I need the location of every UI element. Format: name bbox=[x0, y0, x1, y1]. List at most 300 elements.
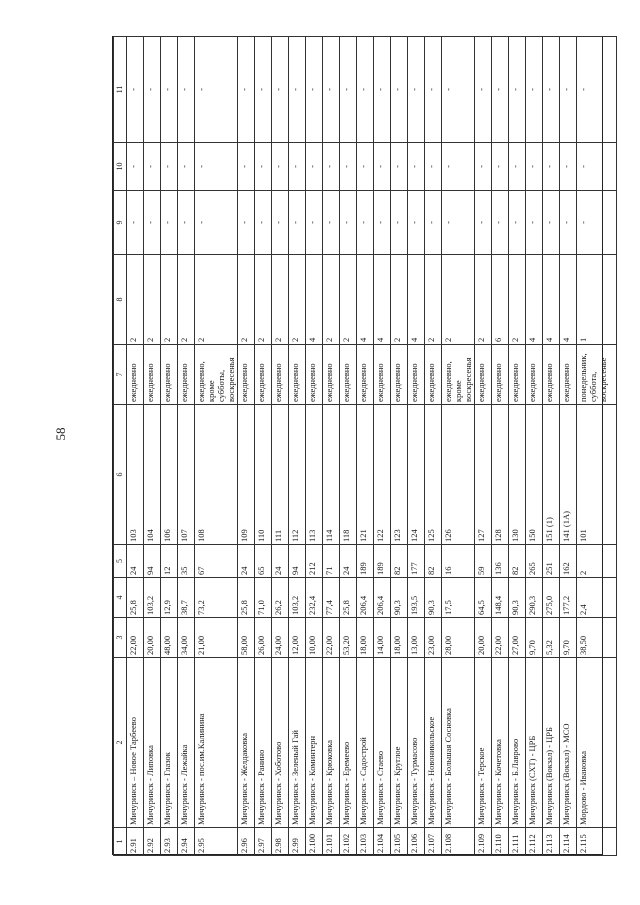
table-row bbox=[127, 37, 144, 856]
route-name: Мичуринск - Липовка bbox=[144, 658, 161, 828]
vehicle-count: 4 bbox=[408, 255, 425, 345]
route-name: Мичуринск - Садострой bbox=[357, 658, 374, 828]
route-code: 150 bbox=[526, 405, 543, 545]
row-number: 2.98 bbox=[272, 828, 289, 856]
vehicle-count: 1 bbox=[577, 255, 617, 345]
route-code: 104 bbox=[144, 405, 161, 545]
route-length: 9,70 bbox=[560, 618, 577, 658]
page-number: 58 bbox=[53, 427, 68, 441]
schedule-days: ежедневно bbox=[340, 345, 357, 405]
annual-runs: 206,4 bbox=[374, 578, 391, 618]
route-code: 112 bbox=[289, 405, 306, 545]
annual-distance: 24 bbox=[272, 545, 289, 578]
schedule-days: ежедневно bbox=[127, 345, 144, 405]
table-row bbox=[391, 37, 408, 856]
vehicle-count: 4 bbox=[526, 255, 543, 345]
schedule-days: ежедневно bbox=[526, 345, 543, 405]
column-header: 9 bbox=[114, 191, 127, 255]
vehicle-count: 2 bbox=[442, 255, 475, 345]
schedule-days: ежедневно, кроме субботы, воскресенья bbox=[195, 345, 238, 405]
table-header-row bbox=[114, 37, 127, 856]
route-length: 27,00 bbox=[509, 618, 526, 658]
column-9-value: - bbox=[238, 191, 255, 255]
column-11-value: - bbox=[543, 37, 560, 143]
route-length: 9,70 bbox=[526, 618, 543, 658]
annual-runs: 193,5 bbox=[408, 578, 425, 618]
column-10-value: - bbox=[306, 143, 323, 191]
annual-distance: 24 bbox=[127, 545, 144, 578]
vehicle-count: 4 bbox=[560, 255, 577, 345]
table-row bbox=[289, 37, 306, 856]
schedule-days: ежедневно bbox=[543, 345, 560, 405]
column-9-value: - bbox=[306, 191, 323, 255]
column-9-value: - bbox=[323, 191, 340, 255]
schedule-days: ежедневно bbox=[238, 345, 255, 405]
route-length: 24,00 bbox=[272, 618, 289, 658]
column-11-value: - bbox=[509, 37, 526, 143]
vehicle-count: 2 bbox=[195, 255, 238, 345]
annual-runs: 290,3 bbox=[526, 578, 543, 618]
route-code: 130 bbox=[509, 405, 526, 545]
row-number: 2.100 bbox=[306, 828, 323, 856]
table-row bbox=[509, 37, 526, 856]
route-name: Мичуринск - Большая Сосновка bbox=[442, 658, 475, 828]
column-10-value: - bbox=[526, 143, 543, 191]
column-header: 10 bbox=[114, 143, 127, 191]
column-10-value: - bbox=[272, 143, 289, 191]
column-11-value: - bbox=[442, 37, 475, 143]
table-row bbox=[475, 37, 492, 856]
annual-distance: 35 bbox=[178, 545, 195, 578]
column-header: 6 bbox=[114, 405, 127, 545]
row-number: 2.101 bbox=[323, 828, 340, 856]
vehicle-count: 4 bbox=[306, 255, 323, 345]
route-code: 127 bbox=[475, 405, 492, 545]
row-number: 2.91 bbox=[127, 828, 144, 856]
schedule-days: ежедневно bbox=[178, 345, 195, 405]
schedule-days: понедельник, суббота, воскресенье bbox=[577, 345, 617, 405]
vehicle-count: 4 bbox=[374, 255, 391, 345]
annual-distance: 94 bbox=[144, 545, 161, 578]
table-row bbox=[543, 37, 560, 856]
annual-runs: 103,2 bbox=[144, 578, 161, 618]
row-number: 2.115 bbox=[577, 828, 617, 856]
column-10-value: - bbox=[255, 143, 272, 191]
column-11-value: - bbox=[357, 37, 374, 143]
column-9-value: - bbox=[509, 191, 526, 255]
column-10-value: - bbox=[374, 143, 391, 191]
column-10-value: - bbox=[127, 143, 144, 191]
column-9-value: - bbox=[391, 191, 408, 255]
schedule-days: ежедневно bbox=[408, 345, 425, 405]
route-code: 101 bbox=[577, 405, 617, 545]
column-9-value: - bbox=[492, 191, 509, 255]
route-code: 106 bbox=[161, 405, 178, 545]
route-length: 12,00 bbox=[289, 618, 306, 658]
annual-distance: 212 bbox=[306, 545, 323, 578]
route-length: 23,00 bbox=[425, 618, 442, 658]
vehicle-count: 4 bbox=[357, 255, 374, 345]
route-name: Мичуринск - Желдаковка bbox=[238, 658, 255, 828]
route-name: Мичуринск - Хоботово bbox=[272, 658, 289, 828]
column-11-value: - bbox=[492, 37, 509, 143]
route-length: 18,00 bbox=[357, 618, 374, 658]
table-row bbox=[195, 37, 238, 856]
table-row bbox=[425, 37, 442, 856]
annual-distance: 265 bbox=[526, 545, 543, 578]
column-11-value: - bbox=[306, 37, 323, 143]
annual-distance: 189 bbox=[374, 545, 391, 578]
table-row bbox=[374, 37, 391, 856]
table-row bbox=[492, 37, 509, 856]
route-name: Мичуринск - Коминтерн bbox=[306, 658, 323, 828]
schedule-days: ежедневно bbox=[161, 345, 178, 405]
route-length: 10,00 bbox=[306, 618, 323, 658]
route-name: Мичуринск - Турмасово bbox=[408, 658, 425, 828]
annual-runs: 64,5 bbox=[475, 578, 492, 618]
annual-runs: 25,8 bbox=[340, 578, 357, 618]
table-row bbox=[178, 37, 195, 856]
column-10-value: - bbox=[442, 143, 475, 191]
vehicle-count: 4 bbox=[543, 255, 560, 345]
table-row bbox=[560, 37, 577, 856]
column-10-value: - bbox=[161, 143, 178, 191]
row-number: 2.95 bbox=[195, 828, 238, 856]
route-code: 118 bbox=[340, 405, 357, 545]
route-name: Мичуринск - Еремеево bbox=[340, 658, 357, 828]
schedule-days: ежедневно bbox=[492, 345, 509, 405]
route-length: 13,00 bbox=[408, 618, 425, 658]
schedule-days: ежедневно bbox=[560, 345, 577, 405]
annual-runs: 275,0 bbox=[543, 578, 560, 618]
column-10-value: - bbox=[475, 143, 492, 191]
route-code: 113 bbox=[306, 405, 323, 545]
route-code: 110 bbox=[255, 405, 272, 545]
table-row bbox=[161, 37, 178, 856]
column-11-value: - bbox=[178, 37, 195, 143]
annual-runs: 12,9 bbox=[161, 578, 178, 618]
rotated-table-container bbox=[113, 37, 608, 856]
route-length: 21,00 bbox=[195, 618, 238, 658]
column-9-value: - bbox=[195, 191, 238, 255]
schedule-days: ежедневно, кроме воскресенья bbox=[442, 345, 475, 405]
row-number: 2.106 bbox=[408, 828, 425, 856]
route-name: Мичуринск – Новое Тарбеево bbox=[127, 658, 144, 828]
annual-runs: 90,3 bbox=[391, 578, 408, 618]
vehicle-count: 2 bbox=[340, 255, 357, 345]
column-11-value: - bbox=[323, 37, 340, 143]
route-name: Мичуринск - Крюковка bbox=[323, 658, 340, 828]
route-code: 114 bbox=[323, 405, 340, 545]
column-11-value: - bbox=[560, 37, 577, 143]
column-10-value: - bbox=[340, 143, 357, 191]
annual-distance: 24 bbox=[340, 545, 357, 578]
table-row bbox=[238, 37, 255, 856]
schedule-days: ежедневно bbox=[306, 345, 323, 405]
route-name: Мичуринск - Кочетовка bbox=[492, 658, 509, 828]
column-header: 4 bbox=[114, 578, 127, 618]
row-number: 2.92 bbox=[144, 828, 161, 856]
column-11-value: - bbox=[195, 37, 238, 143]
vehicle-count: 2 bbox=[255, 255, 272, 345]
route-code: 151 (1) bbox=[543, 405, 560, 545]
annual-runs: 25,8 bbox=[238, 578, 255, 618]
column-9-value: - bbox=[408, 191, 425, 255]
column-11-value: - bbox=[374, 37, 391, 143]
route-name: Мичуринск - Ранино bbox=[255, 658, 272, 828]
schedule-days: ежедневно bbox=[374, 345, 391, 405]
route-name: Мичуринск (Вокзал) - ЦРБ bbox=[543, 658, 560, 828]
annual-runs: 2,4 bbox=[577, 578, 617, 618]
row-number: 2.111 bbox=[509, 828, 526, 856]
annual-runs: 206,4 bbox=[357, 578, 374, 618]
row-number: 2.97 bbox=[255, 828, 272, 856]
row-number: 2.96 bbox=[238, 828, 255, 856]
annual-distance: 2 bbox=[577, 545, 617, 578]
annual-distance: 177 bbox=[408, 545, 425, 578]
route-code: 141 (1А) bbox=[560, 405, 577, 545]
table-row bbox=[357, 37, 374, 856]
table-row bbox=[340, 37, 357, 856]
route-code: 107 bbox=[178, 405, 195, 545]
vehicle-count: 2 bbox=[425, 255, 442, 345]
column-9-value: - bbox=[374, 191, 391, 255]
column-10-value: - bbox=[195, 143, 238, 191]
column-header: 7 bbox=[114, 345, 127, 405]
route-code: 103 bbox=[127, 405, 144, 545]
column-11-value: - bbox=[475, 37, 492, 143]
column-10-value: - bbox=[357, 143, 374, 191]
annual-runs: 177,2 bbox=[560, 578, 577, 618]
row-number: 2.105 bbox=[391, 828, 408, 856]
row-number: 2.93 bbox=[161, 828, 178, 856]
row-number: 2.113 bbox=[543, 828, 560, 856]
column-9-value: - bbox=[425, 191, 442, 255]
column-11-value: - bbox=[408, 37, 425, 143]
vehicle-count: 2 bbox=[161, 255, 178, 345]
column-10-value: - bbox=[178, 143, 195, 191]
column-10-value: - bbox=[577, 143, 617, 191]
route-length: 22,00 bbox=[492, 618, 509, 658]
vehicle-count: 2 bbox=[127, 255, 144, 345]
column-11-value: - bbox=[577, 37, 617, 143]
column-10-value: - bbox=[289, 143, 306, 191]
annual-distance: 59 bbox=[475, 545, 492, 578]
schedule-days: ежедневно bbox=[272, 345, 289, 405]
column-10-value: - bbox=[425, 143, 442, 191]
row-number: 2.114 bbox=[560, 828, 577, 856]
route-length: 5,32 bbox=[543, 618, 560, 658]
row-number: 2.109 bbox=[475, 828, 492, 856]
schedule-days: ежедневно bbox=[323, 345, 340, 405]
column-9-value: - bbox=[255, 191, 272, 255]
route-name: Мичуринск - Терское bbox=[475, 658, 492, 828]
schedule-days: ежедневно bbox=[509, 345, 526, 405]
annual-distance: 71 bbox=[323, 545, 340, 578]
column-9-value: - bbox=[178, 191, 195, 255]
table-row bbox=[323, 37, 340, 856]
route-schedule-table bbox=[113, 36, 617, 856]
column-header: 2 bbox=[114, 658, 127, 828]
route-name: Мордово - Ивановка bbox=[577, 658, 617, 828]
column-11-value: - bbox=[289, 37, 306, 143]
column-9-value: - bbox=[560, 191, 577, 255]
column-11-value: - bbox=[144, 37, 161, 143]
schedule-days: ежедневно bbox=[391, 345, 408, 405]
annual-runs: 232,4 bbox=[306, 578, 323, 618]
route-code: 121 bbox=[357, 405, 374, 545]
annual-runs: 25,8 bbox=[127, 578, 144, 618]
route-length: 18,00 bbox=[391, 618, 408, 658]
route-name: Мичуринск - Б.Лаврово bbox=[509, 658, 526, 828]
column-11-value: - bbox=[255, 37, 272, 143]
annual-runs: 103,2 bbox=[289, 578, 306, 618]
table-row bbox=[526, 37, 543, 856]
column-10-value: - bbox=[391, 143, 408, 191]
column-9-value: - bbox=[127, 191, 144, 255]
column-9-value: - bbox=[577, 191, 617, 255]
annual-runs: 17,5 bbox=[442, 578, 475, 618]
column-header: 5 bbox=[114, 545, 127, 578]
column-9-value: - bbox=[357, 191, 374, 255]
schedule-days: ежедневно bbox=[289, 345, 306, 405]
route-name: Мичуринск - Новоникольское bbox=[425, 658, 442, 828]
column-11-value: - bbox=[161, 37, 178, 143]
column-11-value: - bbox=[391, 37, 408, 143]
route-name: Мичуринск - Стаево bbox=[374, 658, 391, 828]
column-10-value: - bbox=[238, 143, 255, 191]
route-length: 22,00 bbox=[323, 618, 340, 658]
vehicle-count: 2 bbox=[289, 255, 306, 345]
route-code: 111 bbox=[272, 405, 289, 545]
route-code: 123 bbox=[391, 405, 408, 545]
annual-runs: 90,3 bbox=[425, 578, 442, 618]
vehicle-count: 6 bbox=[492, 255, 509, 345]
table-row bbox=[408, 37, 425, 856]
route-length: 28,00 bbox=[442, 618, 475, 658]
route-length: 26,00 bbox=[255, 618, 272, 658]
annual-distance: 162 bbox=[560, 545, 577, 578]
route-code: 109 bbox=[238, 405, 255, 545]
route-code: 122 bbox=[374, 405, 391, 545]
annual-distance: 16 bbox=[442, 545, 475, 578]
column-11-value: - bbox=[340, 37, 357, 143]
schedule-days: ежедневно bbox=[255, 345, 272, 405]
vehicle-count: 2 bbox=[178, 255, 195, 345]
column-10-value: - bbox=[144, 143, 161, 191]
column-10-value: - bbox=[492, 143, 509, 191]
annual-runs: 73,2 bbox=[195, 578, 238, 618]
annual-runs: 77,4 bbox=[323, 578, 340, 618]
table-row bbox=[577, 37, 617, 856]
annual-distance: 82 bbox=[391, 545, 408, 578]
annual-distance: 136 bbox=[492, 545, 509, 578]
vehicle-count: 2 bbox=[272, 255, 289, 345]
column-10-value: - bbox=[509, 143, 526, 191]
row-number: 2.108 bbox=[442, 828, 475, 856]
column-11-value: - bbox=[526, 37, 543, 143]
column-10-value: - bbox=[323, 143, 340, 191]
route-length: 38,50 bbox=[577, 618, 617, 658]
route-length: 20,00 bbox=[475, 618, 492, 658]
route-name: Мичуринск (Вокзал) - МСО bbox=[560, 658, 577, 828]
column-10-value: - bbox=[543, 143, 560, 191]
column-header: 8 bbox=[114, 255, 127, 345]
column-9-value: - bbox=[526, 191, 543, 255]
route-length: 34,00 bbox=[178, 618, 195, 658]
schedule-days: ежедневно bbox=[425, 345, 442, 405]
column-9-value: - bbox=[289, 191, 306, 255]
column-9-value: - bbox=[144, 191, 161, 255]
route-name: Мичуринск (СХТ) - ЦРБ bbox=[526, 658, 543, 828]
route-name: Мичуринск - пос.им.Калинина bbox=[195, 658, 238, 828]
route-code: 126 bbox=[442, 405, 475, 545]
vehicle-count: 2 bbox=[144, 255, 161, 345]
route-length: 20,00 bbox=[144, 618, 161, 658]
column-11-value: - bbox=[425, 37, 442, 143]
column-header: 3 bbox=[114, 618, 127, 658]
table-row bbox=[255, 37, 272, 856]
table-body bbox=[127, 37, 617, 856]
annual-runs: 148,4 bbox=[492, 578, 509, 618]
column-9-value: - bbox=[442, 191, 475, 255]
annual-distance: 24 bbox=[238, 545, 255, 578]
annual-distance: 82 bbox=[509, 545, 526, 578]
route-name: Мичуринск - Лежайка bbox=[178, 658, 195, 828]
route-length: 22,00 bbox=[127, 618, 144, 658]
vehicle-count: 2 bbox=[323, 255, 340, 345]
table-row bbox=[272, 37, 289, 856]
table-row bbox=[306, 37, 323, 856]
vehicle-count: 2 bbox=[391, 255, 408, 345]
annual-runs: 38,7 bbox=[178, 578, 195, 618]
column-11-value: - bbox=[238, 37, 255, 143]
column-9-value: - bbox=[340, 191, 357, 255]
row-number: 2.103 bbox=[357, 828, 374, 856]
column-9-value: - bbox=[272, 191, 289, 255]
vehicle-count: 2 bbox=[238, 255, 255, 345]
annual-distance: 12 bbox=[161, 545, 178, 578]
column-10-value: - bbox=[408, 143, 425, 191]
column-10-value: - bbox=[560, 143, 577, 191]
schedule-days: ежедневно bbox=[357, 345, 374, 405]
route-length: 14,00 bbox=[374, 618, 391, 658]
column-header: 11 bbox=[114, 37, 127, 143]
route-code: 108 bbox=[195, 405, 238, 545]
route-code: 125 bbox=[425, 405, 442, 545]
annual-distance: 82 bbox=[425, 545, 442, 578]
row-number: 2.110 bbox=[492, 828, 509, 856]
column-9-value: - bbox=[161, 191, 178, 255]
annual-distance: 251 bbox=[543, 545, 560, 578]
row-number: 2.107 bbox=[425, 828, 442, 856]
column-header: 1 bbox=[114, 828, 127, 856]
vehicle-count: 2 bbox=[475, 255, 492, 345]
row-number: 2.112 bbox=[526, 828, 543, 856]
route-length: 58,00 bbox=[238, 618, 255, 658]
route-code: 124 bbox=[408, 405, 425, 545]
route-name: Мичуринск - Глазок bbox=[161, 658, 178, 828]
column-9-value: - bbox=[475, 191, 492, 255]
route-name: Мичуринск - Зеленый Гай bbox=[289, 658, 306, 828]
table-row bbox=[442, 37, 475, 856]
annual-runs: 90,3 bbox=[509, 578, 526, 618]
annual-distance: 94 bbox=[289, 545, 306, 578]
row-number: 2.104 bbox=[374, 828, 391, 856]
annual-distance: 65 bbox=[255, 545, 272, 578]
schedule-days: ежедневно bbox=[475, 345, 492, 405]
route-length: 53,20 bbox=[340, 618, 357, 658]
